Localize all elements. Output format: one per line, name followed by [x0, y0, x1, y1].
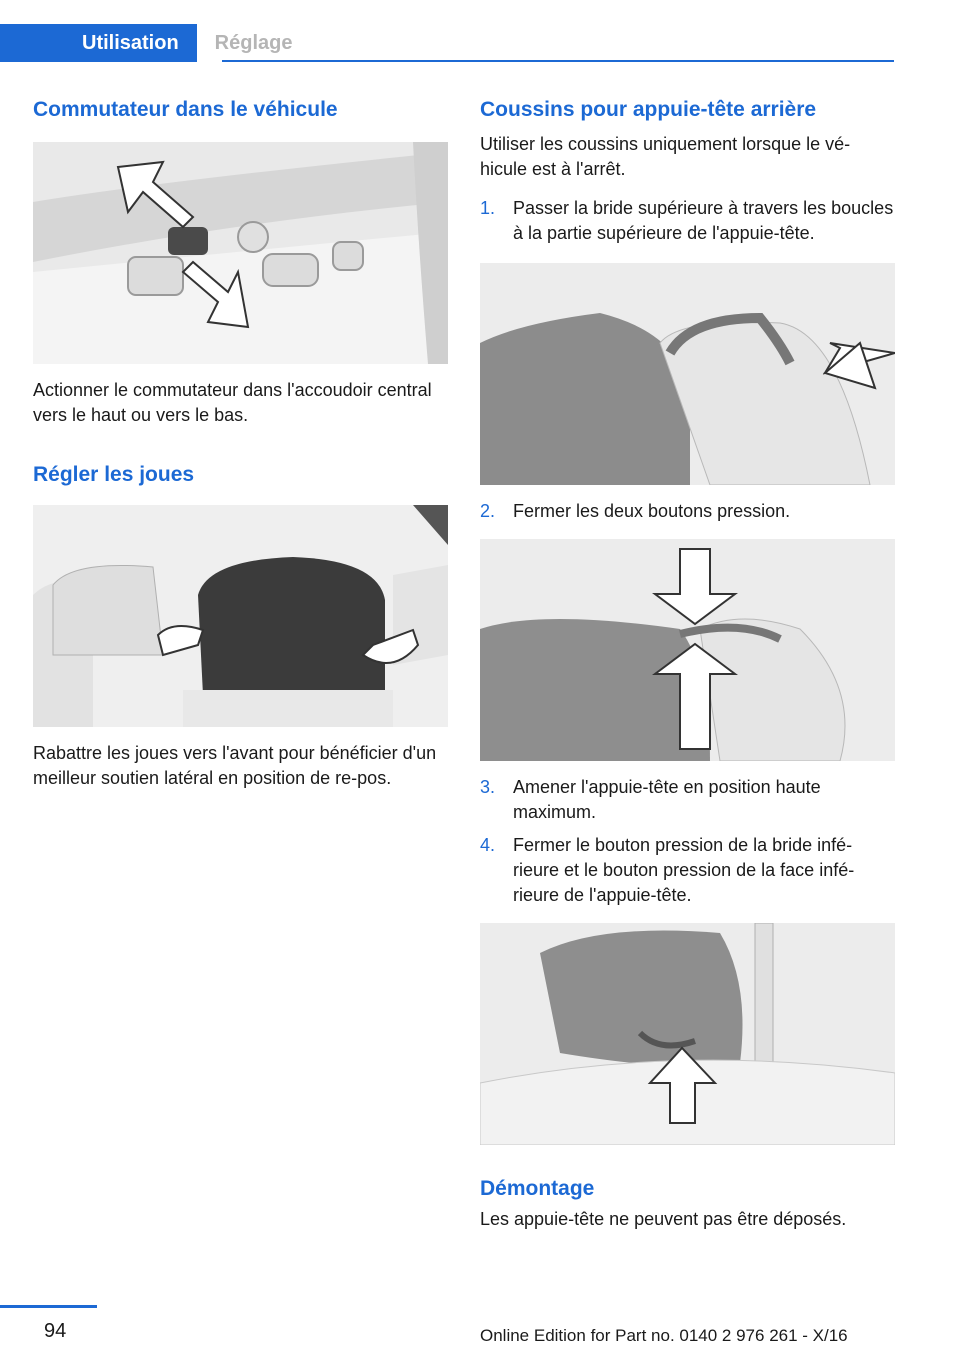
- footer-rule: [0, 1305, 97, 1308]
- section-title-removal: Démontage: [480, 1177, 595, 1200]
- chapter-tabs: [0, 24, 310, 62]
- left-column: [33, 96, 448, 791]
- section-text-cheeks: Rabattre les joues vers l'avant pour bénéficier d'un meilleur soutien latéral en position de re-pos.: [33, 743, 437, 788]
- removal-text: Les appuie-tête ne peuvent pas être déposés.: [480, 1209, 847, 1229]
- step-number: 3.: [480, 777, 496, 797]
- page-number: 94: [44, 1320, 67, 1342]
- step-text: Amener l'appuie-tête en position haute maximum.: [513, 777, 821, 822]
- cushions-intro: Utiliser les coussins uniquement lorsque le vé-hicule est à l'arrêt.: [480, 134, 851, 179]
- list-item-step-3: [480, 775, 895, 825]
- figure-lower-strap: [480, 923, 895, 1145]
- section-title-cheeks: Régler les joues: [33, 463, 195, 486]
- figure-press-studs: [480, 539, 895, 761]
- figure-armrest-switch: [33, 142, 448, 364]
- figure-upper-strap: [480, 263, 895, 485]
- list-item-step-2: [480, 499, 895, 524]
- header-rule: [222, 60, 894, 62]
- right-column: [480, 96, 895, 1232]
- step-number: 2.: [480, 501, 496, 521]
- tab-utilisation[interactable]: Utilisation: [0, 24, 197, 62]
- steps-list-a: [480, 196, 895, 246]
- steps-list-c: [480, 775, 895, 908]
- step-number: 1.: [480, 198, 496, 218]
- edition-note: Online Edition for Part no. 0140 2 976 261 - X/16: [480, 1326, 848, 1345]
- step-text: Passer la bride supérieure à travers les boucles à la partie supérieure de l'appuie-tête.: [513, 198, 894, 243]
- figure-headrest-cheeks: [33, 505, 448, 727]
- list-item-step-4: [480, 833, 895, 908]
- step-text: Fermer les deux boutons pression.: [513, 501, 791, 521]
- list-item-step-1: [480, 196, 895, 246]
- section-title-switch: Commutateur dans le véhicule: [33, 98, 338, 121]
- tab-reglage[interactable]: Réglage: [197, 24, 311, 62]
- section-title-cushions: Coussins pour appuie-tête arrière: [480, 98, 817, 121]
- section-text-switch: Actionner le commutateur dans l'accoudoir central vers le haut ou vers le bas.: [33, 380, 432, 425]
- step-text: Fermer le bouton pression de la bride infé-rieure et le bouton pression de la face infé-rieure de l'appuie-tête.: [513, 835, 855, 905]
- steps-list-b: [480, 499, 895, 524]
- step-number: 4.: [480, 835, 496, 855]
